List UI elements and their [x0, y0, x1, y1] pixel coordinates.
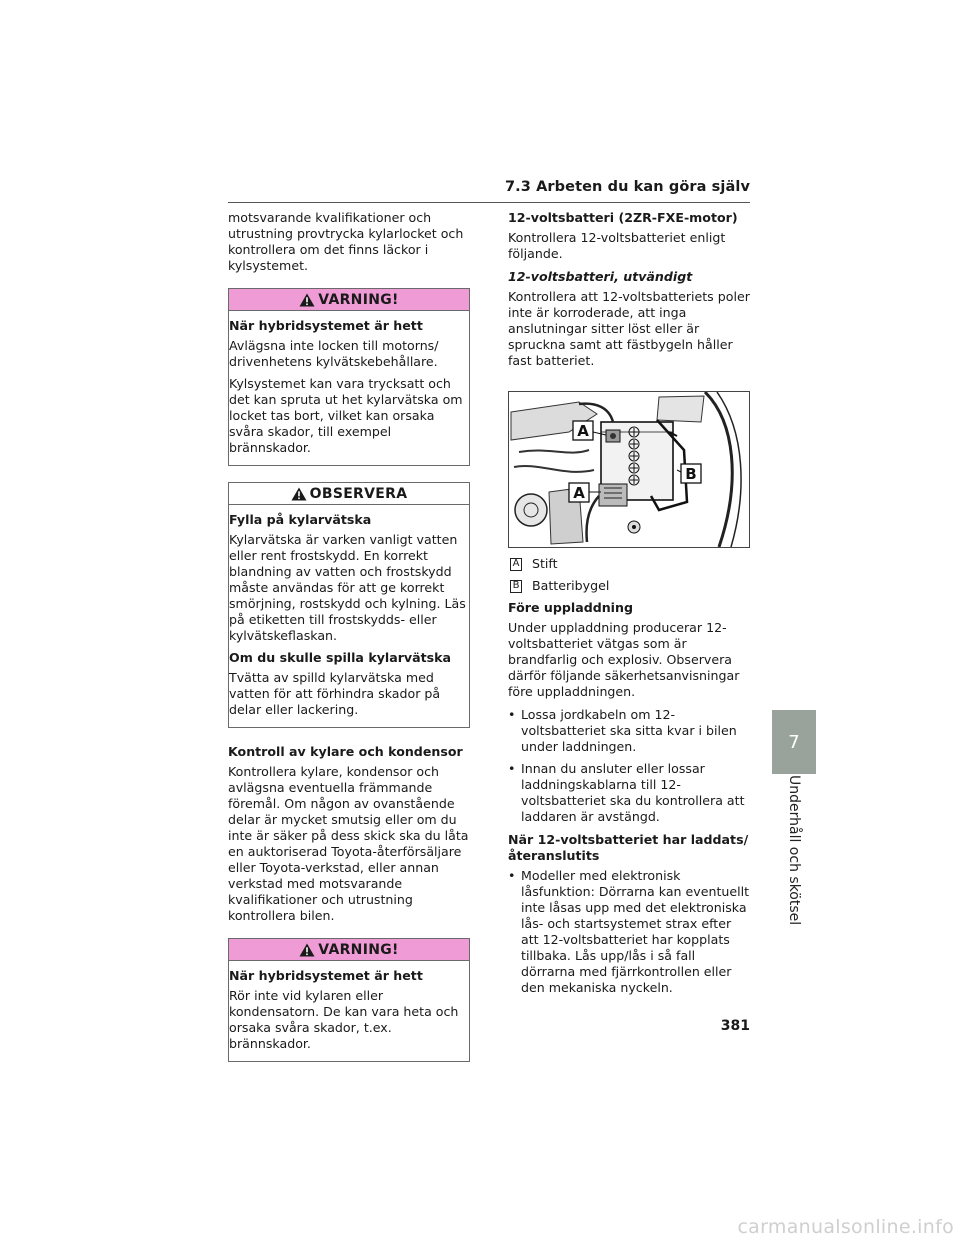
label-a-bottom: [569, 483, 589, 502]
svg-text:B: B: [685, 465, 697, 483]
warning-label: VARNING!: [318, 291, 399, 308]
list-item: • Modeller med elektronisk låsfunktion: Dörrarna kan eventuellt inte låsas upp med det elektroniska lås- och startsystemet strax efter att 12-voltsbatteriet har kopplats tillbaka. Lås upp/lås i så fall dörrarna med fjärrkontrollen eller den mekaniska nyckeln.: [508, 868, 752, 996]
observera-heading: Om du skulle spilla kylarvätska: [229, 650, 452, 665]
warning-header: [229, 939, 469, 961]
warning-box-2: [228, 938, 470, 1062]
svg-text:A: A: [573, 484, 585, 502]
before-charging-list: [508, 707, 752, 825]
battery-intro: Kontrollera 12-voltsbatteriet enligt följande.: [508, 230, 726, 261]
header-divider: [228, 202, 750, 203]
warning-heading: När hybridsystemet är hett: [229, 318, 423, 333]
after-charging-list: [508, 868, 752, 996]
before-charging-text: Under uppladdning producerar 12-voltsbatteriet vätgas som är brandfarlig och explosiv. Observera därför följande säkerhetsanvisningar före uppladdningen.: [508, 620, 740, 699]
caution-triangle-icon: [291, 487, 307, 501]
observera-header: [229, 483, 469, 505]
after-charging-heading: När 12-voltsbatteriet har laddats/återanslutits: [508, 832, 749, 863]
chapter-tab: [772, 710, 816, 774]
legend-item: [508, 556, 752, 572]
battery-illustration: [508, 391, 750, 548]
legend-item: [508, 578, 752, 594]
chapter-label-text: Underhåll och skötsel: [786, 775, 802, 926]
battery-subheading: 12-voltsbatteri, utvändigt: [508, 269, 693, 284]
warning-heading: När hybridsystemet är hett: [229, 968, 423, 983]
legend-key: B: [510, 580, 522, 593]
warning-text: Rör inte vid kylaren eller kondensatorn. De kan vara heta och orsaka svåra skador, t.ex. brännskador.: [229, 988, 459, 1051]
svg-text:A: A: [577, 422, 589, 440]
label-b: [681, 464, 701, 483]
before-charging-heading: Före uppladdning: [508, 600, 633, 615]
intro-paragraph: motsvarande kvalifikationer och utrustning provtrycka kylarlocket och kontrollera om det finns läckor i kylsystemet.: [228, 210, 464, 273]
left-column: [228, 210, 470, 1078]
observera-body: [229, 505, 469, 727]
observera-heading: Fylla på kylarvätska: [229, 512, 372, 527]
warning-body: [229, 961, 469, 1061]
warning-header: [229, 289, 469, 311]
battery-text: Kontrollera att 12-voltsbatteriets poler inte är korroderade, att inga anslutningar sitter löst eller är spruckna samt att fästbygeln håller fast batteriet.: [508, 289, 750, 368]
warning-label: VARNING!: [318, 941, 399, 958]
warning-text: Avlägsna inte locken till motorns/ drivenhetens kylvätskebehållare.: [229, 338, 439, 369]
section-paragraph: Kontrollera kylare, kondensor och avlägsna eventuella främmande föremål. Om någon av ovanstående delar är mycket smutsig eller om du inte är säker på dess skick ska du låta en auktoriserad Toyota-återförsäljare eller Toyota-verkstad, eller annan verkstad med motsvarande kvalifikationer och utrustning kontrollera bilen.: [228, 764, 469, 923]
battery-heading: 12-voltsbatteri (2ZR-FXE-motor): [508, 210, 738, 225]
warning-text: Kylsystemet kan vara trycksatt och det kan spruta ut het kylarvätska om locket tas bort, vilket kan orsaka svåra skador, till exempel brännskador.: [229, 376, 463, 455]
warning-body: [229, 311, 469, 465]
page-number: 381: [720, 1018, 750, 1034]
list-item: • Innan du ansluter eller lossar laddningskablarna till 12-voltsbatteriet ska du kontrollera att laddaren är avstängd.: [508, 761, 752, 825]
right-column: [508, 210, 752, 1003]
section-title: 7.3 Arbeten du kan göra själv: [504, 179, 750, 195]
page-header: [228, 179, 750, 203]
legend-text: Batteribygel: [532, 578, 610, 593]
legend-key: A: [510, 558, 522, 571]
observera-box: [228, 482, 470, 728]
watermark: carmanualsonline.info: [737, 1216, 954, 1238]
list-item: • Lossa jordkabeln om 12-voltsbatteriet ska sitta kvar i bilen under laddningen.: [508, 707, 752, 755]
section-heading: Kontroll av kylare och kondensor: [228, 744, 463, 759]
legend-text: Stift: [532, 556, 558, 571]
observera-label: OBSERVERA: [309, 485, 408, 502]
warning-triangle-icon: [299, 293, 315, 307]
observera-text: Tvätta av spilld kylarvätska med vatten för att förhindra skador på delar eller lackering.: [229, 670, 441, 717]
warning-triangle-icon: [299, 943, 315, 957]
chapter-number: 7: [788, 731, 800, 753]
warning-box-1: [228, 288, 470, 466]
observera-text: Kylarvätska är varken vanligt vatten eller rent frostskydd. En korrekt blandning av vatten och frostskydd måste användas för att ge korrekt smörjning, rostskydd och kylning. Läs på etiketten till frostskydds- eller kylvätskeflaskan.: [229, 532, 466, 643]
label-a-top: [573, 421, 593, 440]
